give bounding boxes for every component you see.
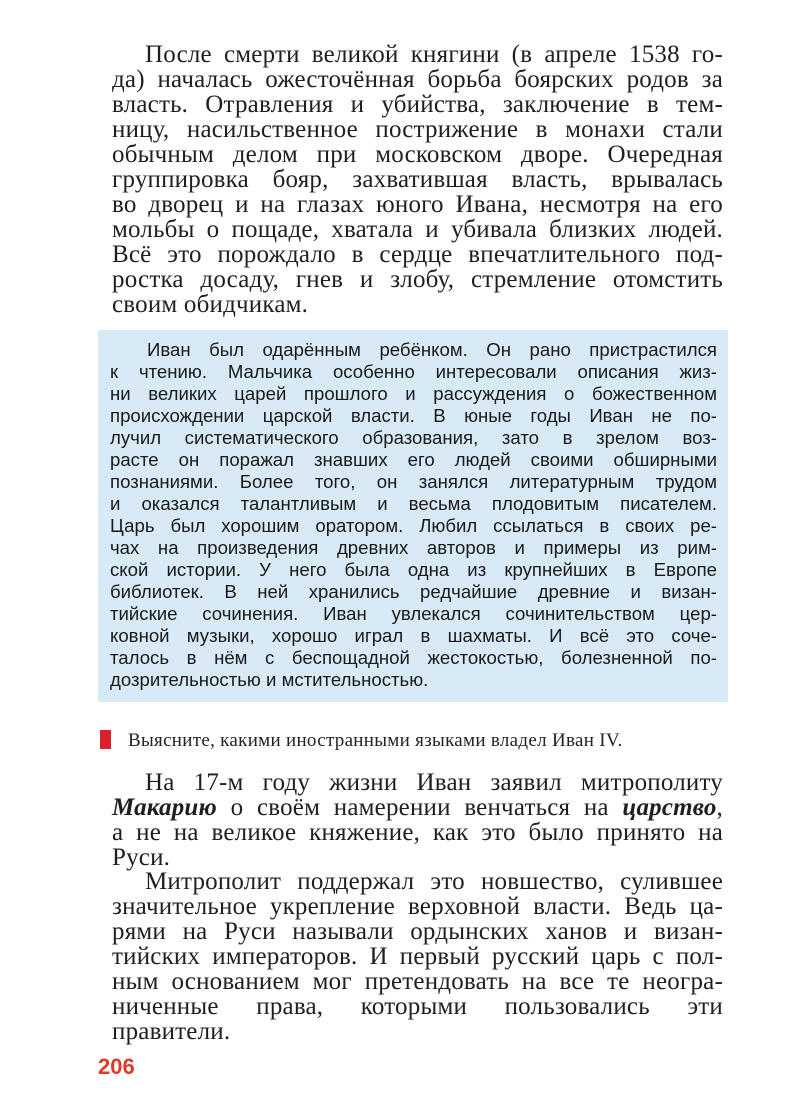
text-line: группировка бояр, захватившая власть, врывалась [112, 166, 723, 193]
text-line: лучил систематического образования, зато в зрелом воз- [110, 427, 717, 448]
text-line: дозрительностью и мстительностью. [110, 669, 429, 690]
text-line: тийские сочинения. Иван увлекался сочинительством цер- [110, 603, 717, 624]
text-line: правители. [112, 1018, 231, 1045]
text-line: а не на великое княжение, как это было принято на [112, 819, 723, 846]
text-line: Руси. [112, 844, 171, 871]
term-makariy: Макарию [112, 794, 217, 821]
text-line: своим обидчикам. [112, 291, 309, 318]
text-line: власть. Отравления и убийства, заключение в тем- [112, 91, 723, 118]
question-marker [100, 730, 111, 749]
text-line: Всё это порождало в сердце впечатлительного под- [112, 241, 723, 268]
text-line: да) началась ожесточённая борьба боярских родов за [112, 66, 723, 93]
text-line: ской истории. У него была одна из крупнейших в Европе [110, 559, 717, 580]
term-tsarstvo: царство [622, 794, 717, 821]
text-line: После смерти великой княгини (в апреле 1538 го- [145, 41, 723, 68]
text-line: чах на произведения древних авторов и примеры из рим- [110, 537, 717, 558]
text-line: ковной музыки, хорошо играл в шахматы. И всё это соче- [110, 625, 717, 646]
text-line [112, 795, 723, 820]
text-line: Иван был одарённым ребёнком. Он рано пристрастился [147, 339, 717, 360]
text-line: ным основанием мог претендовать на все те неогра- [112, 968, 723, 995]
text-line: библиотек. В ней хранились редчайшие древние и визан- [110, 581, 717, 602]
question-text: Выясните, какими иностранными языками владел Иван IV. [128, 730, 623, 751]
text-line: познаниями. Более того, он занялся литературным трудом [110, 471, 717, 492]
text-line: обычным делом при московском дворе. Очередная [112, 141, 723, 168]
text-line: происхождении царской власти. В юные годы Иван не по- [110, 405, 717, 426]
text-line: талось в нём с беспощадной жестокостью, болезненной по- [110, 647, 717, 668]
text-line: Митрополит поддержал это новшество, сулившее [145, 868, 723, 895]
text-line: значительное укрепление верховной власти. Ведь ца- [112, 893, 723, 920]
text-fragment: , [716, 794, 723, 821]
text-fragment: о своём намерении венчаться на [216, 794, 623, 821]
text-line: ницу, насильственное пострижение в монахи стали [112, 116, 723, 143]
text-line: рями на Руси называли ордынских ханов и визан- [112, 918, 723, 945]
text-line: ниченные права, которыми пользовались эти [112, 993, 723, 1020]
text-line: На 17-м году жизни Иван заявил митрополиту [145, 769, 723, 796]
text-line: мольбы о пощаде, хватала и убивала близких людей. [112, 216, 723, 243]
page-number: 206 [98, 1054, 135, 1079]
text-line: ростка досаду, гнев и злобу, стремление отомстить [112, 266, 723, 293]
text-line: расте он поражал знавших его людей своими обширными [110, 449, 717, 470]
text-line: Царь был хорошим оратором. Любил ссылаться в своих ре- [110, 515, 717, 536]
text-line: и оказался талантливым и весьма плодовитым писателем. [110, 493, 717, 514]
text-line: ни великих царей прошлого и рассуждения о божественном [110, 383, 717, 404]
text-line: к чтению. Мальчика особенно интересовали описания жиз- [110, 361, 717, 382]
text-line: во дворец и на глазах юного Ивана, несмотря на его [112, 191, 723, 218]
text-line: тийских императоров. И первый русский царь с пол- [112, 943, 723, 970]
